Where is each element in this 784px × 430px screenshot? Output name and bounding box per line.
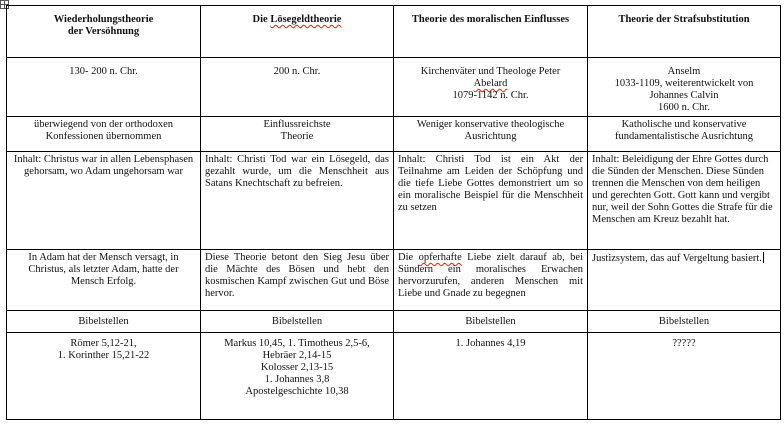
cell-text: 1079-1142 n. Chr. xyxy=(452,90,529,101)
header-cell[interactable] xyxy=(394,6,588,58)
cell-text: Johannes Calvin xyxy=(649,90,719,101)
cell-text: In Adam hat der Mensch versagt, in Christus, als letzter Adam, hatte der Mensch Erfolg. xyxy=(28,252,179,287)
table-cell[interactable] xyxy=(7,152,201,250)
cell-text: fundamentalistische Ausrichtung xyxy=(615,131,753,142)
table-cell[interactable] xyxy=(7,333,201,420)
cell-text: Theorie xyxy=(280,131,314,142)
table-cell[interactable] xyxy=(588,333,781,420)
table-cell[interactable] xyxy=(394,333,588,420)
cell-text: überwiegend von der orthodoxen xyxy=(33,119,174,130)
cell-text: 130- 200 n. Chr. xyxy=(69,66,138,77)
bible-ref: Apostelgeschichte 10,38 xyxy=(245,386,349,397)
cell-text: Einflussreichste xyxy=(263,119,331,130)
bible-ref: 1. Johannes 4,19 xyxy=(455,338,526,349)
cell-text: Die xyxy=(398,252,419,263)
bible-ref: Kolosser 2,13-15 xyxy=(260,362,334,373)
table-cell[interactable] xyxy=(588,250,781,311)
bible-label: Bibelstellen xyxy=(465,316,516,327)
bible-label: Bibelstellen xyxy=(78,316,129,327)
adoption-row xyxy=(7,117,781,152)
cell-text: Inhalt: Beleidigung der Ehre Gottes durch die Sünden der Menschen. Diese Sünden trennen die Menschen von dem heiligen und gerechten Gott. Gott kann und vergibt nur, weil der Sohn Gottes die Strafe für die Menschen am Kreuz bezahlt hat. xyxy=(592,154,773,225)
header-row xyxy=(7,6,781,58)
header-cell[interactable] xyxy=(7,6,201,58)
table-cell[interactable] xyxy=(588,58,781,117)
header-text: Theorie des moralischen Einflusses xyxy=(411,14,570,25)
header-cell[interactable] xyxy=(588,6,781,58)
atonement-theories-table xyxy=(6,5,781,420)
cell-text: 200 n. Chr. xyxy=(273,66,321,77)
date-row xyxy=(7,58,781,117)
header-text: Die xyxy=(252,14,271,25)
bible-refs-row xyxy=(7,333,781,420)
table-cell[interactable] xyxy=(394,152,588,250)
cell-text: 1033-1109, weiterentwickelt von xyxy=(614,78,754,89)
table-cell[interactable] xyxy=(201,311,394,333)
bible-label: Bibelstellen xyxy=(658,316,710,327)
cell-text: Diese Theorie betont den Sieg Jesu über die Mächte des Bösen und hebt den kosmischen Kampf zwischen Gut und Böse hervor. xyxy=(205,252,389,299)
table-cell[interactable] xyxy=(201,58,394,117)
cell-text: Inhalt: Christi Tod ist ein Akt der Teilnahme am Leiden der Schöpfung und die tiefe Liebe Gottes demonstriert um so ein moralische Beispiel für die Menschheit zu setzen xyxy=(398,154,583,213)
header-cell[interactable] xyxy=(201,6,394,58)
cell-text: Inhalt: Christi Tod war ein Lösegeld, das gezahlt wurde, um die Menschheit aus Satans Knechtschaft zu befreien. xyxy=(205,154,389,189)
cell-text: Kirchenväter und Theologe Peter xyxy=(420,66,561,77)
emphasis-row xyxy=(7,250,781,311)
bible-label: Bibelstellen xyxy=(271,316,323,327)
cell-text: Weniger konservative theologische xyxy=(416,119,565,130)
table-cell[interactable] xyxy=(201,250,394,311)
header-text: Wiederholungstheorie xyxy=(53,14,154,25)
table-cell[interactable] xyxy=(201,333,394,420)
table-cell[interactable] xyxy=(201,117,394,152)
table-cell[interactable] xyxy=(588,117,781,152)
cell-text: Inhalt: Christus war in allen Lebensphasen gehorsam, wo Adam ungehorsam war xyxy=(13,154,194,177)
table-cell[interactable] xyxy=(7,311,201,333)
table-cell[interactable] xyxy=(394,117,588,152)
cell-text: Katholische und konservative xyxy=(621,119,747,130)
cell-text: Anselm xyxy=(667,66,701,77)
cell-text: Justizsystem, das auf Vergeltung basiert. xyxy=(592,253,762,264)
bible-ref: 1. Johannes 3,8 xyxy=(264,374,330,385)
cell-text: 1600 n. Chr. xyxy=(658,102,710,113)
cell-text: Liebe zielt darauf ab, bei Sündern ein moralisches Erwachen hervorzurufen, anderen Menschen mit Liebe und Gnade zu begegnen xyxy=(398,252,583,299)
header-text: Theorie der Strafsubstitution xyxy=(618,14,750,25)
cell-text: Konfessionen übernommen xyxy=(45,131,162,142)
spellcheck-marked-word[interactable]: opferhafte xyxy=(418,252,462,263)
table-cell[interactable] xyxy=(7,117,201,152)
spellcheck-marked-word[interactable]: Lösegeldtheorie xyxy=(270,14,342,25)
table-cell[interactable] xyxy=(7,58,201,117)
header-text: der Versöhnung xyxy=(67,26,140,37)
cell-text: Ausrichtung xyxy=(464,131,517,142)
table-cell[interactable] xyxy=(201,152,394,250)
bible-ref: 1. Korinther 15,21-22 xyxy=(57,350,150,361)
table-cell[interactable] xyxy=(394,58,588,117)
bible-ref: ????? xyxy=(672,338,696,349)
bible-ref: Römer 5,12-21, xyxy=(70,338,137,349)
spellcheck-marked-word[interactable]: Abelard xyxy=(473,78,508,89)
table-cell[interactable] xyxy=(588,311,781,333)
table-cell[interactable] xyxy=(7,250,201,311)
bible-ref: Markus 10,45, 1. Timotheus 2,5-6, xyxy=(224,338,370,349)
table-cell[interactable] xyxy=(588,152,781,250)
table-cell[interactable] xyxy=(394,311,588,333)
content-row xyxy=(7,152,781,250)
bible-label-row xyxy=(7,311,781,333)
table-cell[interactable] xyxy=(394,250,588,311)
text-cursor xyxy=(763,252,764,263)
bible-ref: Hebräer 2,14-15 xyxy=(262,350,332,361)
